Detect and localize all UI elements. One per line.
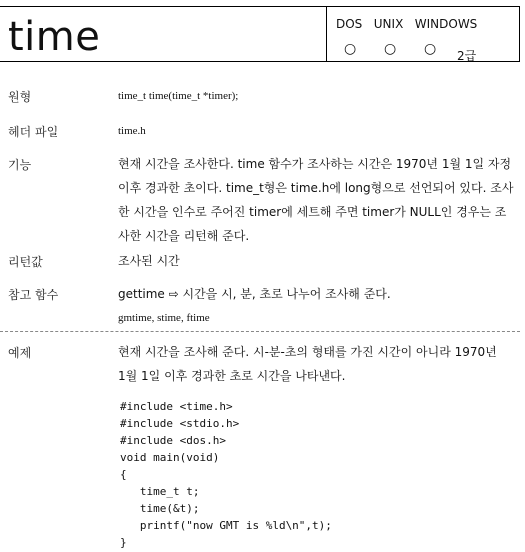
example-code: #include <time.h> #include <stdio.h> #include <dos.h> void main(void) { time_t t; time(&t); printf("now GMT is %ld\n",t); }	[120, 400, 332, 549]
function-title: time	[8, 14, 101, 60]
reference-functions	[118, 282, 520, 330]
header-divider	[326, 7, 327, 62]
function-description	[118, 152, 520, 248]
function-line: 한 시간을 인수로 주어진 timer에 세트해 주면 timer가 NULL인 경우는 조	[118, 205, 507, 219]
reference-line-others: gmtime, stime, ftime	[118, 312, 210, 324]
prototype-label: 원형	[8, 90, 32, 104]
header-file-value: time.h	[118, 125, 146, 137]
reference-line-gettime: gettime ⇨ 시간을 시, 분, 초로 나누어 조사해 준다.	[118, 287, 391, 301]
function-label: 기능	[8, 158, 32, 172]
return-label: 리턴값	[8, 255, 43, 269]
compat-dos: DOS	[336, 17, 363, 31]
windows-supported-mark: ○	[424, 41, 437, 57]
prototype-value: time_t time(time_t *timer);	[118, 90, 239, 102]
function-line: 이후 경과한 초이다. time_t형은 time.h에 long형으로 선언되어 있다. 조사	[118, 181, 514, 195]
example-description	[118, 340, 520, 388]
compatibility-labels	[336, 17, 477, 31]
section-divider	[0, 331, 520, 332]
difficulty-level: 2급	[457, 49, 477, 63]
function-line: 현재 시간을 조사한다. time 함수가 조사하는 시간은 1970년 1월 1일 자정	[118, 157, 512, 171]
example-line: 1월 1일 이후 경과한 초로 시간을 나타낸다.	[118, 369, 346, 383]
function-line: 사한 시간을 리턴해 준다.	[118, 229, 250, 243]
dos-supported-mark: ○	[344, 41, 357, 57]
example-line: 현재 시간을 조사해 준다. 시-분-초의 형태를 가진 시간이 아니라 1970년	[118, 345, 497, 359]
compat-unix: UNIX	[373, 17, 404, 31]
reference-label: 참고 함수	[8, 288, 59, 302]
header-file-label: 헤더 파일	[8, 125, 59, 139]
unix-supported-mark: ○	[384, 41, 397, 57]
example-label: 예제	[8, 346, 32, 360]
function-header	[0, 6, 520, 62]
compat-windows: WINDOWS	[414, 17, 478, 31]
return-value: 조사된 시간	[118, 254, 180, 268]
